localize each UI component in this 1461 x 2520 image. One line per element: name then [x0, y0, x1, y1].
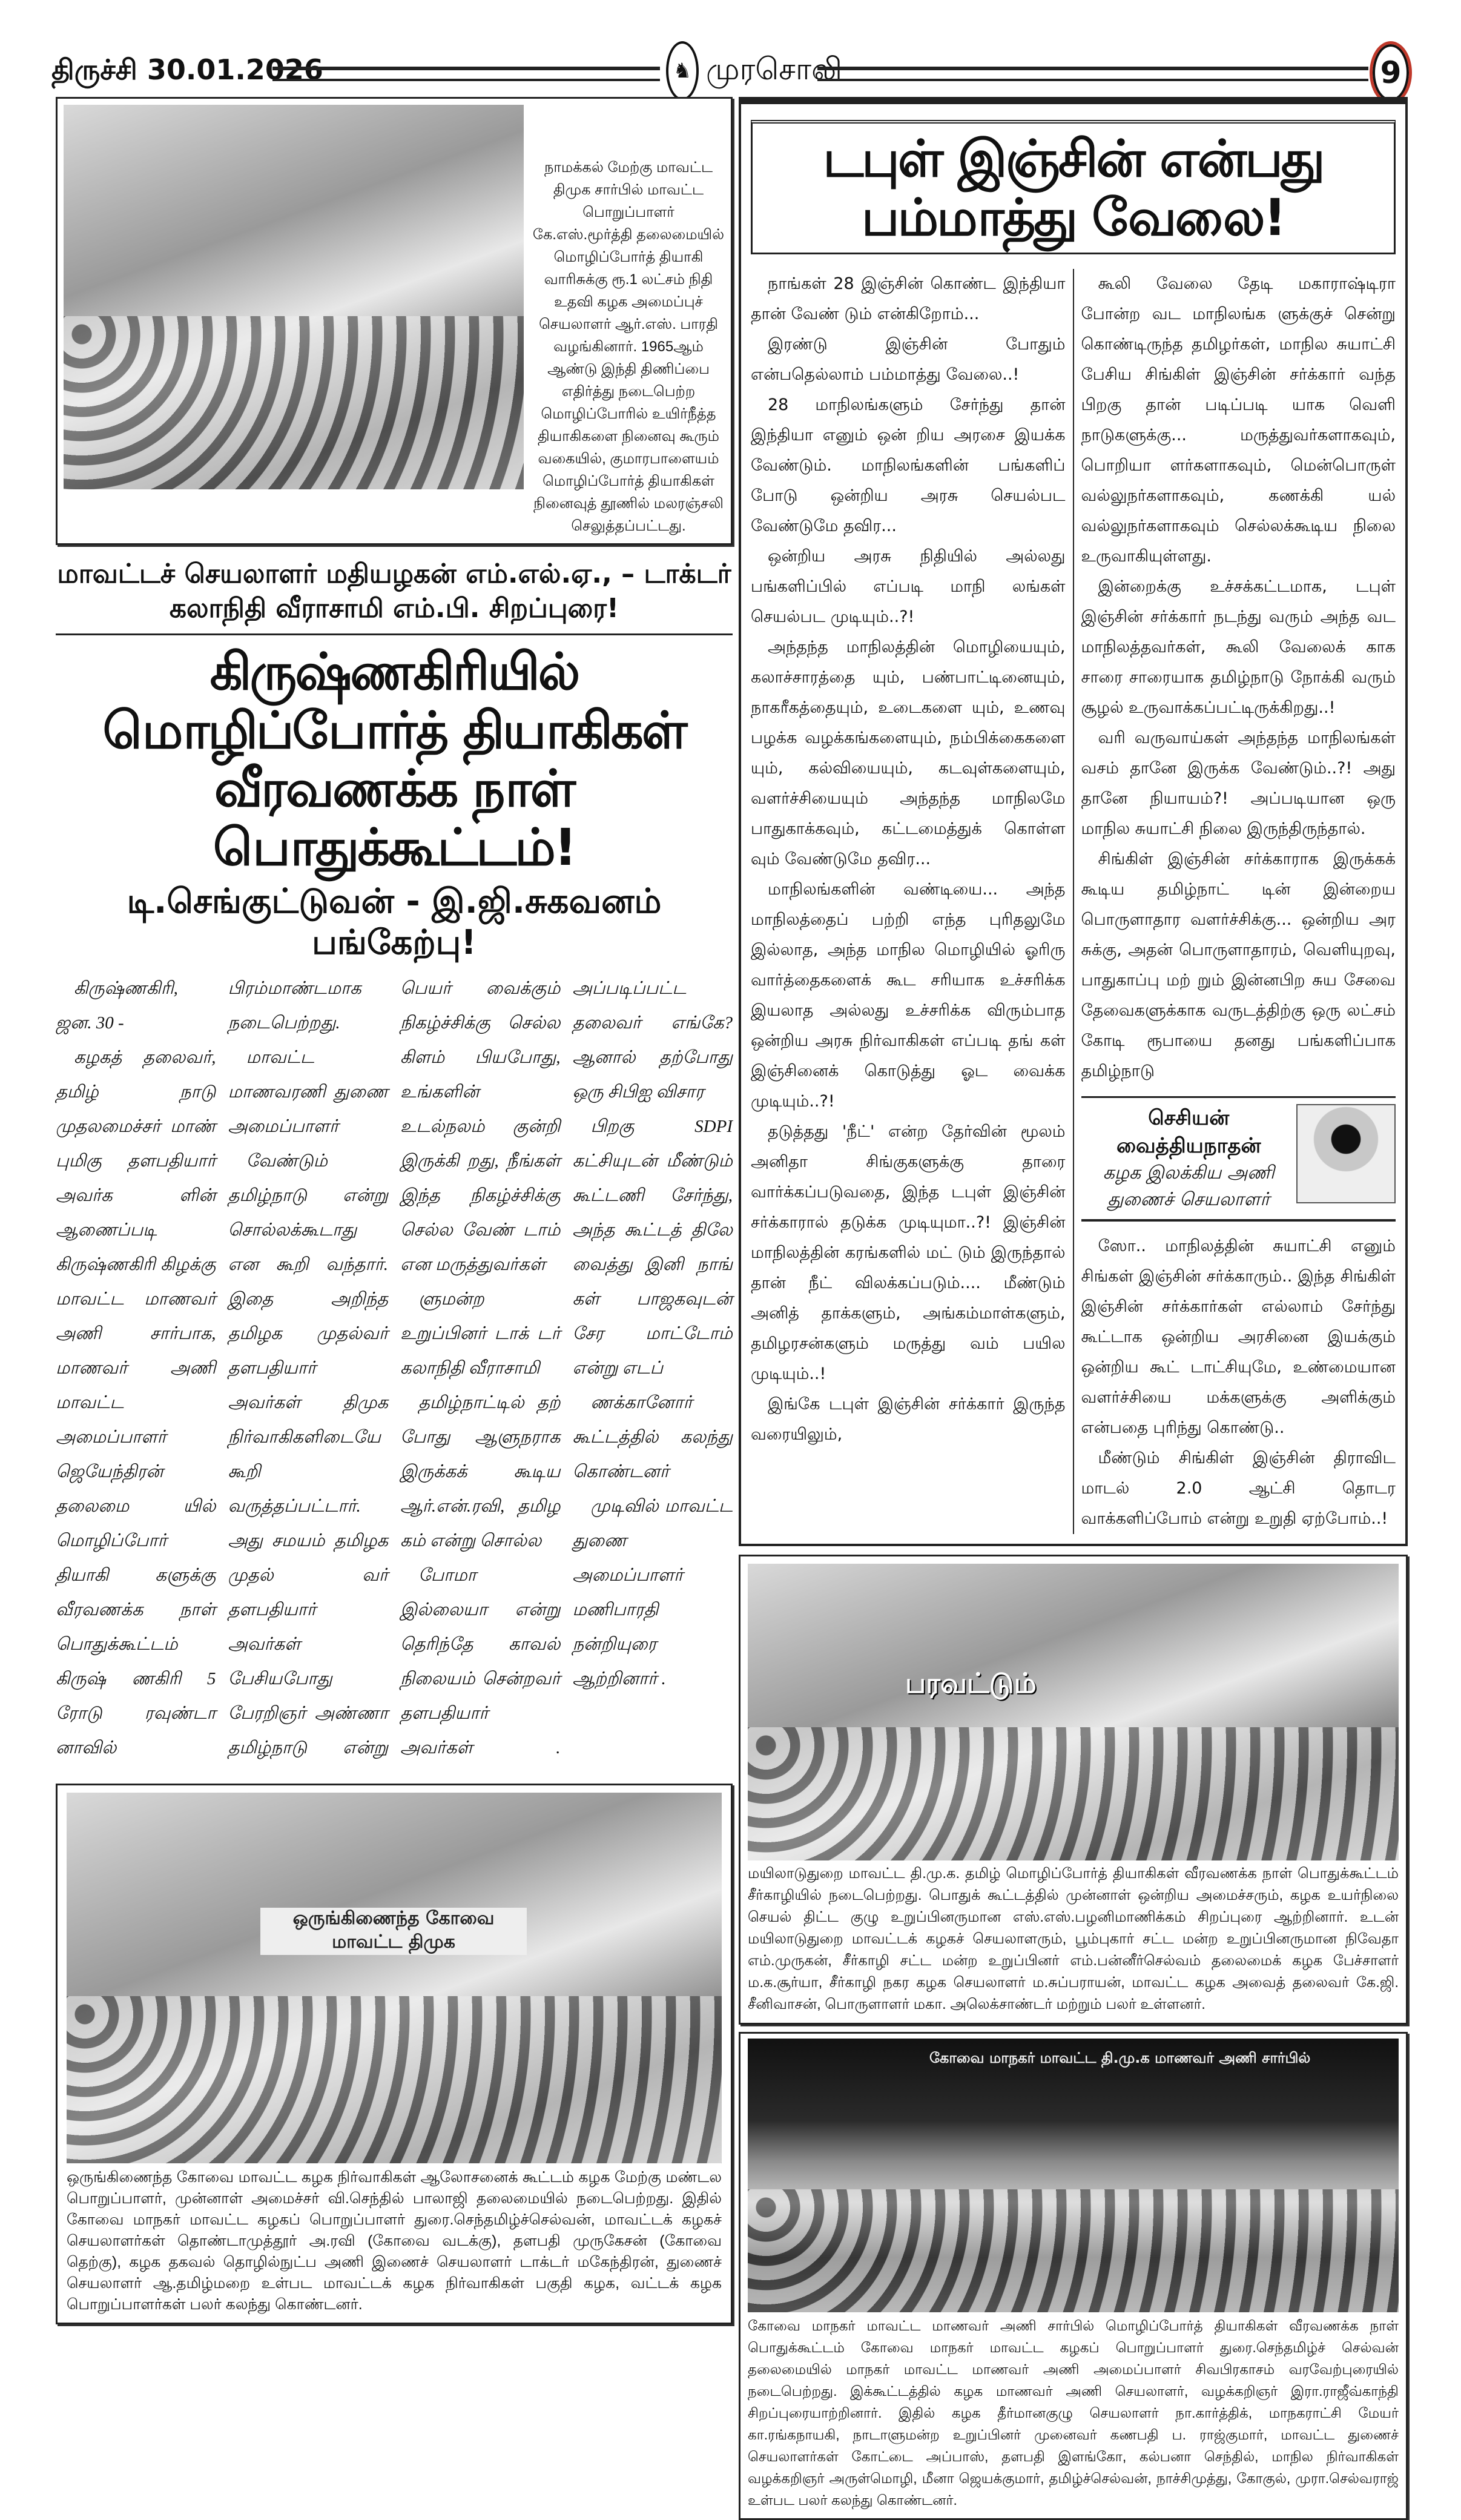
author-role-line2: துணைச் செயலாளர் — [1107, 1189, 1270, 1211]
story-paragraph: முடிவில் மாவட்ட துணை அமைப்பாளர் மணிபாரதி நன்றியுரை ஆற்றினார் . — [572, 1496, 733, 1688]
drum-emblem-icon: ♞ — [666, 41, 699, 101]
photo-caption: மயிலாடுதுறை மாவட்ட தி.மு.க. தமிழ் மொழிப்போர்த் தியாகிகள் வீரவணக்க நாள் பொதுக்கூட்டம் சீர்காழியில் நடைபெற்றது. பொதுக் கூட்டத்தில் முன்னாள் ஒன்றிய அமைச்சரும், கழக உயர்நிலை செயல் திட்ட குழு உறுப்பினருமான எஸ்.எஸ்.பழனிமாணிக்கம் சிறப்புரை ஆற்றினார். உடன் மயிலாடுதுறை மாவட்டக் கழகச் செயலாளரும், பூம்புகார் சட்ட மன்ற உறுப்பினருமான நிவேதா எம்.முருகன், சீர்காழி சட்ட மன்ற உறுப்பினர் எம்.பன்னீர்செல்வம் தலைமைக் கழக பேச்சாளர் ம.க.சூர்யா, சீர்காழி நகர கழக செயலாளர் ம.சுப்பராயன், மாவட்ட கழக அவைத் தலைவர் கே.ஜி. சீனிவாசன், பொருளாளர் மகா. அலெக்சாண்டர் மற்றும் பலர் உள்ளனர். — [748, 1865, 1399, 2013]
editorial-paragraph: நாங்கள் 28 இஞ்சின் கொண்ட இந்தியா தான் வேண் டும் என்கிறோம்... — [751, 274, 1066, 324]
header-rule-right — [817, 67, 1368, 81]
column-divider — [1073, 269, 1074, 1534]
photo-banner-text: கோவை மாநகர் மாவட்ட தி.மு.க மாணவர் அணி சார்பில் — [929, 2049, 1311, 2067]
photo-caption: நாமக்கல் மேற்கு மாவட்ட திமுக சார்பில் மாவட்ட பொறுப்பாளர் கே.எஸ்.மூர்த்தி தலைமையில் மொழிப்போர்த் தியாகி வாரிசுக்கு ரூ.1 லட்சம் நிதி உதவி கழக அமைப்புச் செயலாளர் ஆர்.எஸ். பாரதி வழங்கினார். 1965ஆம் ஆண்டு இந்தி திணிப்பை எதிர்த்து நடைபெற்ற மொழிப்போரில் உயிர்நீத்த தியாகிகளை நினைவு கூரும் வகையில், குமாரபாளையம் மொழிப்போர்த் தியாகிகள் நினைவுத் தூணில் மலரஞ்சலி செலுத்தப்பட்டது. — [532, 159, 725, 534]
editorial-headline: டபுள் இஞ்சின் என்பது பம்மாத்து வேலை! — [823, 129, 1324, 247]
event-photo — [64, 105, 524, 489]
photo-box-kovai-students — [739, 2032, 1408, 2520]
editorial-paragraph: மாநிலங்களின் வண்டியை... அந்த மாநிலத்தைப் பற்றி எந்த புரிதலுமே இல்லாத, அந்த மாநில மொழியில் ஓரிரு வார்த்தைகளைக் கூட சரியாக உச்சரிக்க இயலாத அல்லது உச்சரிக்க விரும்பாத ஒன்றிய அரசு நிர்வாகிகள் எப்படி தங் கள் இஞ்சினைக் கொடுத்து ஓட வைக்க முடியும்..?! — [751, 880, 1066, 1111]
editorial-box — [739, 97, 1408, 1546]
photo-caption: கோவை மாநகர் மாவட்ட மாணவர் அணி சார்பில் மொழிப்போர்த் தியாகிகள் வீரவணக்க நாள் பொதுக்கூட்டம் கோவை மாநகர் மாவட்ட கழகப் பொறுப்பாளர் துரை.செந்தமிழ்ச் செல்வன் தலைமையில் மாநகர் மாவட்ட மாணவர் அணி அமைப்பாளர் சிவபிரகாசம் வரவேற்புரையில் நடைபெற்றது. இக்கூட்டத்தில் கழக மாணவர் அணி செயலாளர், வழக்கறிஞர் இரா.ராஜீவ்காந்தி சிறப்புரையாற்றினார். இதில் கழக தீர்மானகுழு செயலாளர் நா.கார்த்திக், மாநகராட்சி மேயர் கா.ரங்கநாயகி, நாடாளுமன்ற உறுப்பினர் முனைவர் கணபதி ப. ராஜ்குமார், மாவட்ட துணைச் செயலாளர்கள் கோட்டை அப்பாஸ், தளபதி இளங்கோ, கல்பனா செந்தில், மாநில நிர்வாகிகள் வழக்கறிஞர் அருள்மொழி, மீனா ஜெயக்குமார், தமிழ்ச்செல்வன், நாச்சிமுத்து, கோகுல், முரா.செல்வராஜ் உள்பட பலர் கலந்து கொண்டனர். — [748, 2318, 1399, 2508]
page-number: 9 — [1370, 41, 1412, 104]
story-paragraph: வேண்டும் தமிழ்நாடு என்று சொல்லக்கூடாது என கூறி வந்தார். இதை அறிந்த தமிழக முதல்வர் தளபதியார் அவர்கள் திமுக நிர்வாகிகளிடையே கூறி வருத்தப்பட்டார். அது சமயம் தமிழக முதல் வர் தளபதியார் அவர்கள் பேசியபோது பேரறிஞர் அண்ணா தமிழ்நாடு என்று பெயர் வைக்கும் நிகழ்ச்சிக்கு செல்ல கிளம் பியபோது, உங்களின் உடல்நலம் குன்றி இருக்கி றது, நீங்கள் இந்த நிகழ்ச்சிக்கு செல்ல வேண் டாம் என மருத்துவர்கள் — [228, 978, 561, 1758]
story-subheadline: டி.செங்குட்டுவன் - இ.ஜி.சுகவனம் பங்கேற்பு! — [127, 882, 662, 962]
editorial-paragraph: அந்தந்த மாநிலத்தின் மொழியையும், கலாச்சாரத்தை யும், பண்பாட்டினையும், நாகரீகத்தையும், உடைகளை யும், உணவு பழக்க வழக்கங்களையும், நம்பிக்கைகளை யும், கல்வியையும், கடவுள்களையும், வளர்ச்சியையும் அந்தந்த மாநிலமே பாதுகாக்கவும், கட்டமைத்துக் கொள்ள வும் வேண்டுமே தவிர... — [751, 638, 1066, 869]
masthead-logo — [666, 41, 842, 101]
editorial-column-1 — [751, 269, 1066, 1534]
editorial-paragraph: தடுத்தது 'நீட்' என்ற தேர்வின் மூலம் அனிதா சிங்குகளுக்கு தாரை வார்க்கப்படுவதை, இந்த டபுள் இஞ்சின் சர்க்காரால் தடுக்க முடியுமா..?! இஞ்சின் மாநிலத்தின் கரங்களில் மட் டும் இருந்தால் தான் நீட் விலக்கப்படும்.... மீண்டும் அனித் தாக்களும், அங்கம்மாள்களும், தமிழரசன்களும் மருத்து வம் பயில முடியும்..! — [751, 1122, 1066, 1384]
photo-banner-text: பரவட்டும் — [905, 1667, 1037, 1700]
author-role-line1: கழக இலக்கிய அணி — [1103, 1162, 1275, 1184]
editorial-paragraph: கூலி வேலை தேடி மகாராஷ்டிரா போன்ற வட மாநிலங்க ளுக்குச் சென்று கொண்டிருந்த தமிழர்கள், மாநில சுயாட்சி பேசிய சிங்கிள் இஞ்சின் சர்க்கார் வந்த பிறகு தான் படிப்படி யாக வெளி நாடுகளுக்கு... மருத்துவர்களாகவும், பொறியா ளர்களாகவும், மென்பொருள் வல்லுநர்களாகவும், கணக்கி யல் வல்லுநர்களாகவும் செல்லக்கூடிய நிலை உருவாகியுள்ளது. — [1081, 274, 1396, 566]
author-name-line2: வைத்தியநாதன் — [1116, 1134, 1261, 1159]
editorial-paragraph: மீண்டும் சிங்கிள் இஞ்சின் திராவிட மாடல் 2.0 ஆட்சி தொடர வாக்களிப்போம் என்று உறுதி ஏற்போம்..! — [1081, 1449, 1396, 1529]
editorial-paragraph: 28 மாநிலங்களும் சேர்ந்து தான் இந்தியா எனும் ஒன் றிய அரசை இயக்க வேண்டும். மாநிலங்களின் பங்களிப் போடு ஒன்றிய அரசு செயல்பட வேண்டுமே தவிர... — [751, 395, 1066, 536]
dateline: கிருஷ்ணகிரி, ஜன. 30 - — [56, 978, 178, 1033]
story-headline: கிருஷ்ணகிரியில் மொழிப்போர்த் தியாகிகள் வீரவணக்க நாள் பொதுக்கூட்டம்! — [102, 642, 686, 877]
editorial-paragraph: ஸோ.. மாநிலத்தின் சுயாட்சி எனும் சிங்கள் இஞ்சின் சர்க்காரும்.. இந்த சிங்கிள் இஞ்சின் சர்க்கார்கள் எல்லாம் சேர்ந்து கூட்டாக ஒன்றிய அரசினை இயக்கும் ஒன்றிய கூட் டாட்சியுமே, உண்மையான வளர்ச்சியை மக்களுக்கு அளிக்கும் என்பதை புரிந்து கொண்டு.. — [1081, 1237, 1396, 1438]
editorial-columns — [751, 269, 1396, 1534]
event-photo — [67, 1793, 722, 2163]
story-paragraph: ளுமன்ற உறுப்பினர் டாக் டர் கலாநிதி வீராசாமி — [400, 1289, 561, 1378]
editorial-paragraph: ஒன்றிய அரசு நிதியில் அல்லது பங்களிப்பில் எப்படி மாநி லங்கள் செயல்பட முடியும்..?! — [751, 547, 1066, 627]
editorial-headline-frame — [751, 120, 1396, 254]
author-name-line1: செசியன் — [1148, 1106, 1230, 1131]
story-paragraph: ணக்கானோர் கூட்டத்தில் கலந்து கொண்டனர் — [572, 1392, 733, 1481]
photo-box-mayiladuthurai — [739, 1555, 1408, 2025]
story-paragraph: கழகத் தலைவர், தமிழ் நாடு முதலமைச்சர் மாண் புமிகு தளபதியார் அவர்க ளின் ஆணைப்படி கிருஷ்ணகிரி கிழக்கு மாவட்ட மாணவர் அணி சார்பாக, மாணவர் அணி மாவட்ட அமைப்பாளர் ஜெயேந்திரன் தலைமை யில் மொழிப்போர் தியாகி களுக்கு வீரவணக்க நாள் பொதுக்கூட்டம் கிருஷ் ணகிரி 5 ரோடு ரவுண்டா னாவில் பிரம்மாண்டமாக நடைபெற்றது. — [56, 978, 361, 1758]
left-column — [56, 97, 733, 2324]
photo-box-kovai-meeting — [56, 1784, 733, 2324]
edition-date: திருச்சி 30.01.2026 — [51, 53, 323, 86]
author-photo — [1296, 1104, 1396, 1203]
story-paragraph: மாவட்ட மாணவரணி துணை அமைப்பாளர் — [228, 1047, 388, 1136]
story-paragraph: போமா இல்லையா என்று தெரிந்தே காவல் நிலையம் சென்றவர் தளபதியார் அவர்கள் . அப்படிப்பட்ட தலைவர் எங்கே? ஆனால் தற்போது ஒரு சிபிஐ விசார — [400, 978, 733, 1758]
story-paragraph: தமிழ்நாட்டில் தற் போது ஆளுநராக இருக்கக் கூடிய ஆர்.என்.ரவி, தமிழ கம் என்று சொல்ல — [400, 1392, 561, 1550]
editorial-paragraph: இன்றைக்கு உச்சக்கட்டமாக, டபுள் இஞ்சின் சர்க்கார் நடந்து வரும் அந்த வட மாநிலத்தவர்கள், கூலி வேலைக் காக சாரை சாரையாக தமிழ்நாடு நோக்கி வரும் சூழல் உருவாக்கப்பட்டிருக்கிறது..! — [1081, 577, 1396, 718]
author-byline-box — [1081, 1096, 1396, 1222]
story-body — [56, 971, 733, 1765]
story-paragraph: பிறகு SDPI கட்சியுடன் மீண்டும் கூட்டணி சேர்ந்து, அந்த கூட்டத் திலே வைத்து இனி நாங் கள் பாஜகவுடன் சேர மாட்டோம் என்று எடப் — [572, 1116, 733, 1378]
event-photo — [748, 2039, 1399, 2312]
editorial-column-2 — [1081, 269, 1396, 1534]
header-rule-left — [272, 67, 660, 81]
event-photo — [748, 1564, 1399, 1860]
editorial-paragraph: சிங்கிள் இஞ்சின் சர்க்காராக இருக்கக் கூடிய தமிழ்நாட் டின் இன்றைய பொருளாதார வளர்ச்சிக்கு... ஒன்றிய அர சுக்கு, அதன் பொருளாதாரம், வெளியுறவு, பாதுகாப்பு மற் றும் இன்னபிற சுய சேவை தேவைகளுக்காக வருடத்திற்கு ஒரு லட்சம் கோடி ரூபாயை தனது பங்களிப்பாக தமிழ்நாடு — [1081, 850, 1396, 1081]
photo-caption: ஒருங்கிணைந்த கோவை மாவட்ட கழக நிர்வாகிகள் ஆலோசனைக் கூட்டம் கழக மேற்கு மண்டல பொறுப்பாளர், முன்னாள் அமைச்சர் வி.செந்தில் பாலாஜி தலைமையில் நடைபெற்றது. இதில் கோவை மாநகர் மாவட்ட கழகப் பொறுப்பாளர் துரை.செந்தமிழ்ச்செல்வன், மாவட்டக் கழகச் செயலாளர்கள் தொண்டாமுத்தூர் அ.ரவி (கோவை வடக்கு), தளபதி முருகேசன் (கோவை தெற்கு), கழக தகவல் தொழில்நுட்ப அணி இணைச் செயலாளர் டாக்டர் மகேந்திரன், துணைச் செயலாளர் ஆ.தமிழ்மறை உள்பட மாவட்டக் கழக நிர்வாகிகள் பகுதி கழக, வட்டக் கழக பொறுப்பாளர்கள் பலர் கலந்து கொண்டனர். — [67, 2168, 722, 2313]
right-column — [739, 97, 1408, 2520]
editorial-paragraph: இங்கே டபுள் இஞ்சின் சர்க்கார் இருந்த வரையிலும், — [751, 1395, 1066, 1444]
photo-box-namakkal — [56, 97, 733, 545]
editorial-paragraph: வரி வருவாய்கள் அந்தந்த மாநிலங்கள் வசம் தானே இருக்க வேண்டும்..?! அது தானே நியாயம்?! அப்படியான ஒரு மாநில சுயாட்சி நிலை இருந்திருந்தால். — [1081, 729, 1396, 839]
paper-name: முரசொலி — [706, 51, 842, 87]
story-kicker: மாவட்டச் செயலாளர் மதியழகன் எம்.எல்.ஏ., – டாக்டர் கலாநிதி வீராசாமி எம்.பி. சிறப்புரை! — [56, 558, 733, 635]
photo-banner-text: ஒருங்கிணைந்த கோவை மாவட்ட திமுக — [260, 1908, 527, 1955]
editorial-paragraph: இரண்டு இஞ்சின் போதும் என்பதெல்லாம் பம்மாத்து வேலை..! — [751, 335, 1066, 385]
